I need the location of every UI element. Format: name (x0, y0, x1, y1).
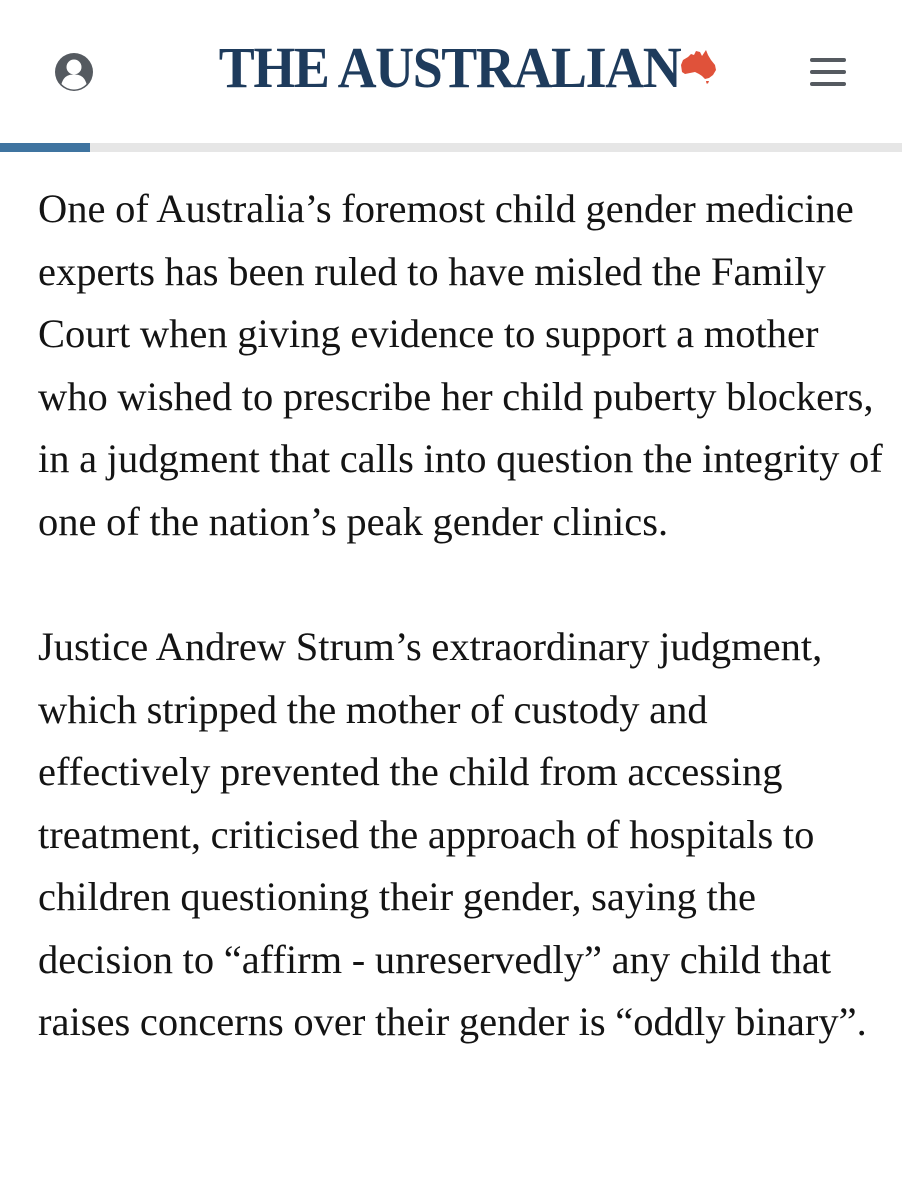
menu-button[interactable] (806, 52, 850, 92)
reading-progress-fill (0, 143, 90, 152)
article-body (38, 178, 883, 1054)
site-header (0, 0, 902, 144)
australia-map-icon (678, 48, 718, 84)
reading-progress-bar (0, 143, 902, 152)
article-paragraph: One of Australia’s foremost child gender medicine experts has been ruled to have misled the Family Court when giving evidence to support a mother who wished to prescribe her child puberty blockers, in a judgment that calls into question the integrity of one of the nation’s peak gender clinics. (38, 186, 883, 544)
masthead-logo[interactable] (0, 36, 902, 106)
masthead-title: THE AUSTRALIAN (218, 35, 681, 100)
article-paragraph: Justice Andrew Strum’s extraordinary judgment, which stripped the mother of custody and effectively prevented the child from accessing treatment, criticised the approach of hospitals to children questioning their gender, saying the decision to “affirm - unreservedly” any child that raises concerns over their gender is “oddly binary”. (38, 624, 867, 1044)
hamburger-menu-icon (806, 52, 850, 92)
